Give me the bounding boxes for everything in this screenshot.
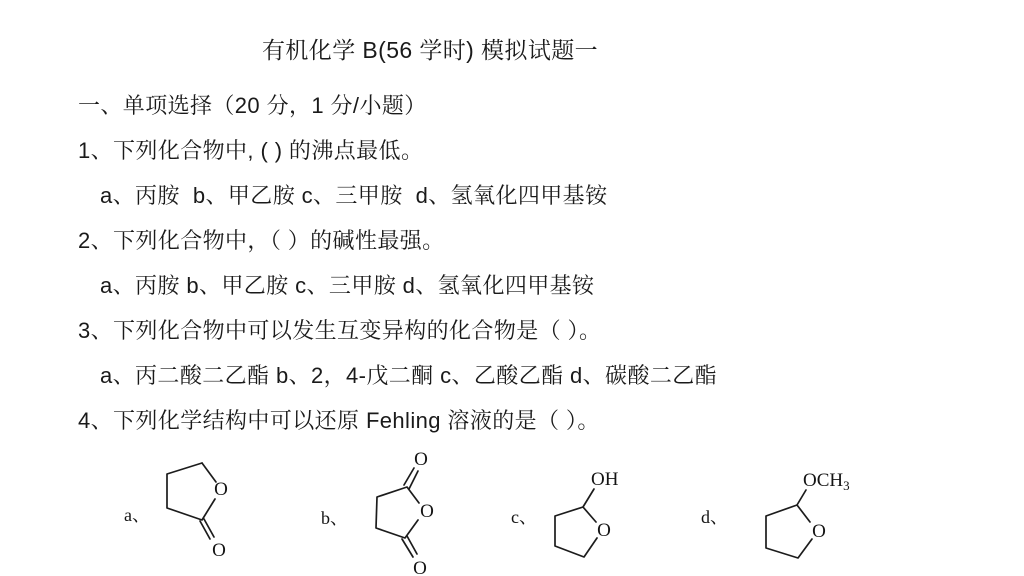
structure-b-ring-bonds [376, 487, 419, 538]
structure-c-ring-bonds [555, 507, 597, 557]
structure-d-och3-bond [797, 490, 806, 505]
structure-a-carbonyl-oxygen: O [212, 540, 226, 561]
structure-a-ring-oxygen: O [214, 479, 228, 500]
structure-b-label: b、 [321, 508, 348, 528]
structure-b-top-oxygen: O [414, 449, 428, 470]
structure-b-top-double-bond [404, 468, 418, 489]
question-3-stem: 3、下列化合物中可以发生互变异构的化合物是（ ）。 [78, 318, 602, 343]
structure-b-ring-oxygen: O [420, 501, 434, 522]
structure-b-bottom-oxygen: O [413, 558, 427, 576]
structure-c [511, 469, 619, 557]
structure-d-ring-bonds [766, 505, 812, 558]
structure-d-ring-oxygen: O [812, 521, 826, 542]
structure-b [321, 449, 434, 576]
structure-c-label: c、 [511, 507, 537, 527]
structure-c-hydroxyl-label: OH [591, 469, 619, 490]
chemical-structures-figure [0, 430, 1024, 576]
structure-c-oh-bond [583, 489, 594, 507]
question-1-options: a、丙胺 b、甲乙胺 c、三甲胺 d、氢氧化四甲基铵 [100, 183, 608, 208]
page-title: 有机化学 B(56 学时) 模拟试题一 [262, 37, 599, 63]
structure-a [124, 463, 228, 561]
structure-d-label: d、 [701, 507, 728, 527]
section-heading: 一、单项选择（20 分，1 分/小题） [78, 93, 427, 118]
question-2-stem: 2、下列化合物中，（ ）的碱性最强。 [78, 228, 445, 253]
question-4-stem: 4、下列化学结构中可以还原 Fehling 溶液的是（ ）。 [78, 408, 600, 433]
structure-a-carbonyl-double-bond [200, 519, 214, 539]
structure-a-label: a、 [124, 505, 150, 525]
question-3-options: a、丙二酸二乙酯 b、2，4-戊二酮 c、乙酸乙酯 d、碳酸二乙酯 [100, 363, 718, 388]
structure-d-methoxy-label: $OCH_3$ [803, 470, 850, 493]
structure-d [701, 470, 850, 558]
question-2-options: a、丙胺 b、甲乙胺 c、三甲胺 d、氢氧化四甲基铵 [100, 273, 595, 298]
structure-b-bottom-double-bond [402, 536, 417, 557]
question-1-stem: 1、下列化合物中, ( ) 的沸点最低。 [78, 138, 424, 163]
structure-c-ring-oxygen: O [597, 520, 611, 541]
